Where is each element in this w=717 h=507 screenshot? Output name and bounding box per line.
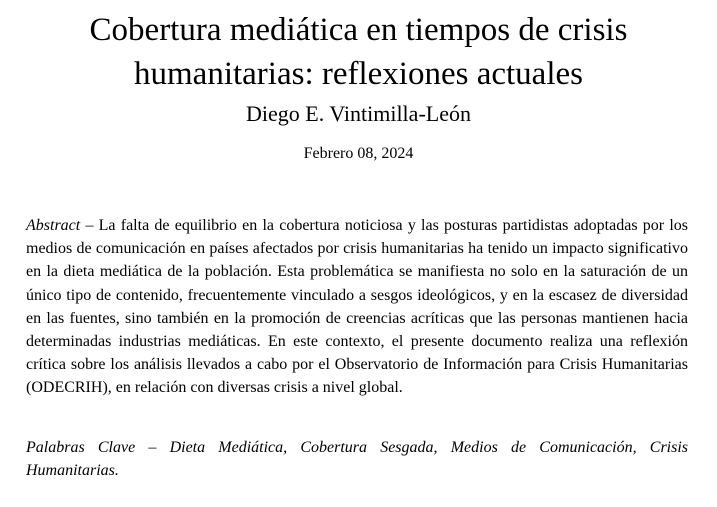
- paper-title: [0, 8, 717, 96]
- abstract-text: La falta de equilibrio en la cobertura noticiosa y las posturas partidistas adoptadas por los medios de comunicación en países afectados por crisis humanitarias ha tenido un impacto significativo en la dieta mediática de la población. Esta problemática se manifiesta no solo en la saturación de un único tipo de contenido, frecuentemente vinculado a sesgos ideológicos, y en la escasez de diversidad en las fuentes, sino también en la promoción de creencias acríticas que las personas mantienen hacia determinadas industrias mediáticas. En este contexto, el presente documento realiza una reflexión crítica sobre los análisis llevados a cabo por el Observatorio de Información para Crisis Humanitarias (ODECRIH), en relación con diversas crisis a nivel global.: [26, 217, 688, 397]
- keywords-paragraph: [26, 436, 688, 482]
- paper-author: Diego E. Vintimilla-León: [246, 101, 471, 126]
- keywords-label: Palabras Clave: [26, 439, 136, 456]
- paper-title-line-1: Cobertura mediática en tiempos de crisis: [89, 12, 628, 48]
- keywords-separator: –: [135, 439, 170, 456]
- abstract-label: Abstract: [26, 217, 81, 234]
- abstract-paragraph: [26, 214, 688, 400]
- paper-title-line-2: humanitarias: reflexiones actuales: [134, 56, 583, 92]
- keywords-text: Dieta Mediática, Cobertura Sesgada, Medios de Comunicación, Crisis Humanitarias.: [26, 439, 689, 480]
- abstract-separator: –: [80, 217, 99, 234]
- paper-date: Febrero 08, 2024: [303, 145, 414, 162]
